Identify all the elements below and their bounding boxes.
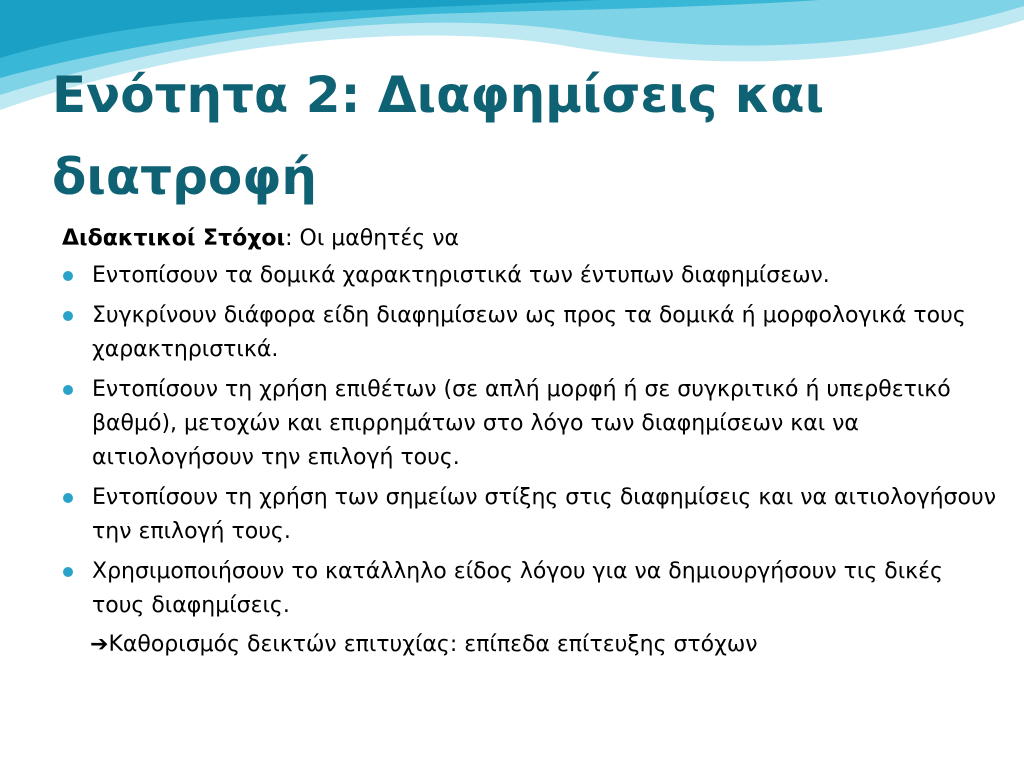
slide-body: [62, 222, 1002, 662]
objective-text: Συγκρίνουν διάφορα είδη διαφημίσεων ως προς τα δομικά ή μορφολογικά τους χαρακτηριστικά.: [92, 303, 966, 362]
bullet-dot-icon: [63, 493, 73, 503]
arrow-right-icon: ➔: [90, 632, 109, 657]
objective-item: [62, 373, 1002, 475]
objective-item: [62, 481, 1002, 549]
bullet-dot-icon: [63, 567, 73, 577]
objective-text: Χρησιμοποιήσουν το κατάλληλο είδος λόγου για να δημιουργήσουν τις δικές τους διαφημίσεις.: [92, 559, 943, 618]
objectives-lead: : Οι μαθητές να: [285, 226, 460, 251]
objectives-label: Διδακτικοί Στόχοι: [62, 226, 286, 251]
objective-text: Εντοπίσουν τα δομικά χαρακτηριστικά των έντυπων διαφημίσεων.: [92, 263, 830, 288]
objective-text: Εντοπίσουν τη χρήση επιθέτων (σε απλή μορφή ή σε συγκριτικό ή υπερθετικό βαθμό), μετοχών και επιρρημάτων στο λόγο των διαφημίσεων και να αιτιολογήσουν την επιλογή τους.: [92, 377, 951, 470]
objective-text: Εντοπίσουν τη χρήση των σημείων στίξης στις διαφημίσεις και να αιτιολογήσουν την επιλογή τους.: [92, 485, 996, 544]
slide-title: Ενότητα 2: Διαφημίσεις και διατροφή: [52, 66, 825, 206]
objective-item: [62, 299, 1002, 367]
bullet-dot-icon: [63, 385, 73, 395]
objectives-list: [62, 259, 1002, 623]
bullet-dot-icon: [63, 311, 73, 321]
objective-item: [62, 259, 1002, 293]
objective-item: [62, 555, 1002, 623]
objectives-intro: [62, 222, 1002, 256]
success-indicators-text: Καθορισμός δεικτών επιτυχίας: επίπεδα επίτευξης στόχων: [108, 632, 758, 657]
bullet-dot-icon: [63, 271, 73, 281]
success-indicators-note: [62, 628, 1002, 662]
